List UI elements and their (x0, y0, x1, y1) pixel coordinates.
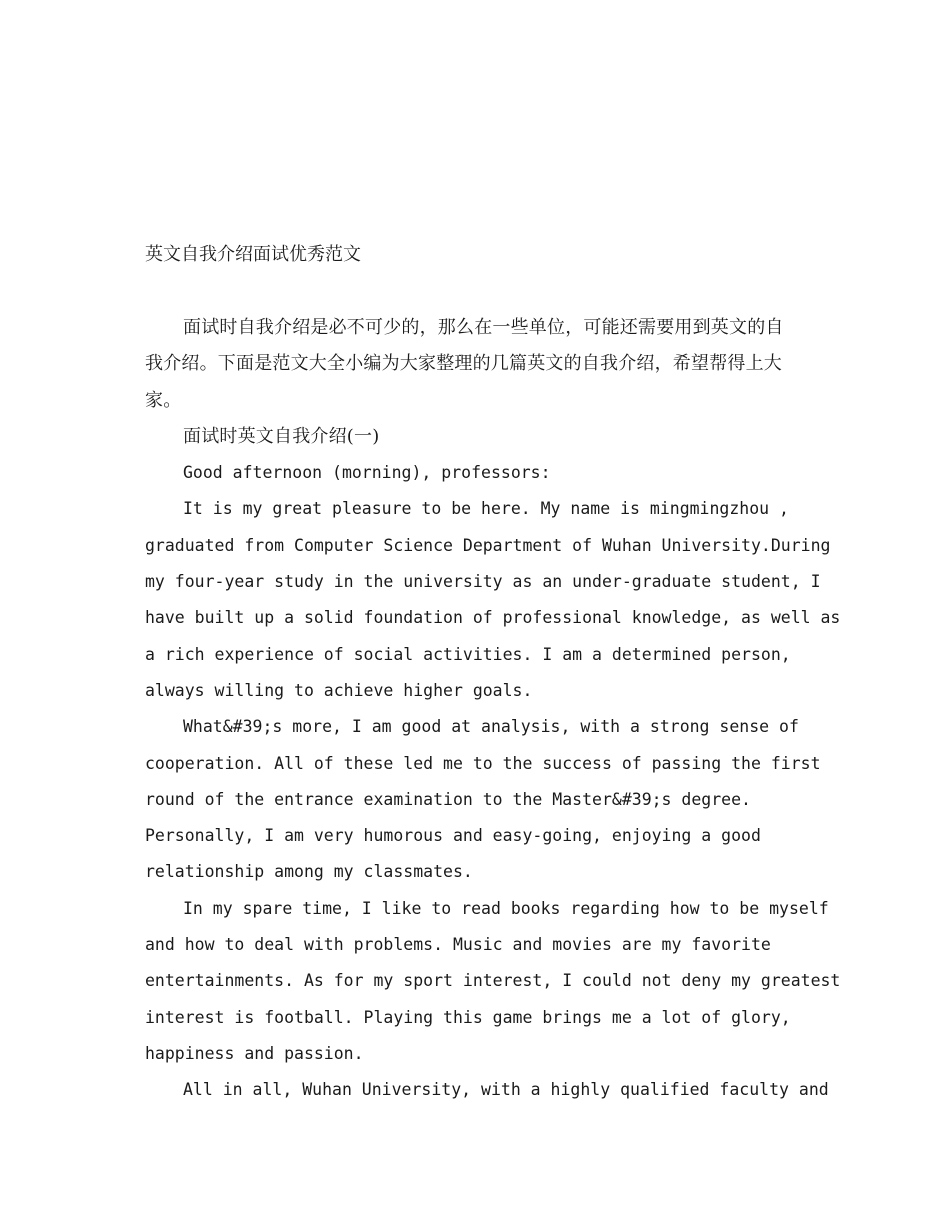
paragraph-line: What&#39;s more, I am good at analysis, with a strong sense of (183, 717, 799, 737)
paragraph-3 (145, 891, 841, 1072)
intro-line: 面试时自我介绍是必不可少的，那么在一些单位，可能还需要用到英文的自 (183, 317, 784, 338)
paragraph-line: graduated from Computer Science Department of Wuhan University.During (145, 535, 831, 555)
intro-line: 我介绍。下面是范文大全小编为大家整理的几篇英文的自我介绍，希望帮得上大 (145, 353, 782, 375)
paragraph-4 (145, 1072, 829, 1108)
intro-paragraph (145, 310, 805, 419)
paragraph-line: always willing to achieve higher goals. (145, 680, 533, 700)
paragraph-line: relationship among my classmates. (145, 862, 473, 882)
paragraph-1 (145, 491, 841, 709)
paragraph-line: In my spare time, I like to read books regarding how to be myself (183, 898, 829, 918)
paragraph-line: my four-year study in the university as an under-graduate student, I (145, 572, 821, 592)
paragraph-line: round of the entrance examination to the Master&#39;s degree. (145, 789, 751, 809)
paragraph-line: Personally, I am very humorous and easy-going, enjoying a good (145, 826, 761, 846)
greeting-line: Good afternoon (morning), professors: (183, 463, 551, 483)
document-title: 英文自我介绍面试优秀范文 (145, 244, 361, 265)
paragraph-line: cooperation. All of these led me to the success of passing the first (145, 753, 821, 773)
paragraph-2 (145, 709, 821, 890)
section-heading: 面试时英文自我介绍(一) (183, 425, 380, 447)
intro-line: 家。 (145, 389, 182, 411)
paragraph-line: a rich experience of social activities. I am a determined person, (145, 644, 791, 664)
paragraph-line: entertainments. As for my sport interest, I could not deny my greatest (145, 971, 841, 991)
paragraph-line: have built up a solid foundation of professional knowledge, as well as (145, 608, 841, 628)
paragraph-line: It is my great pleasure to be here. My name is mingmingzhou , (183, 499, 789, 519)
paragraph-line: and how to deal with problems. Music and movies are my favorite (145, 935, 771, 955)
paragraph-line: All in all, Wuhan University, with a highly qualified faculty and (183, 1080, 829, 1100)
paragraph-line: happiness and passion. (145, 1043, 364, 1063)
document-body (145, 310, 841, 1109)
paragraph-line: interest is football. Playing this game brings me a lot of glory, (145, 1007, 791, 1027)
